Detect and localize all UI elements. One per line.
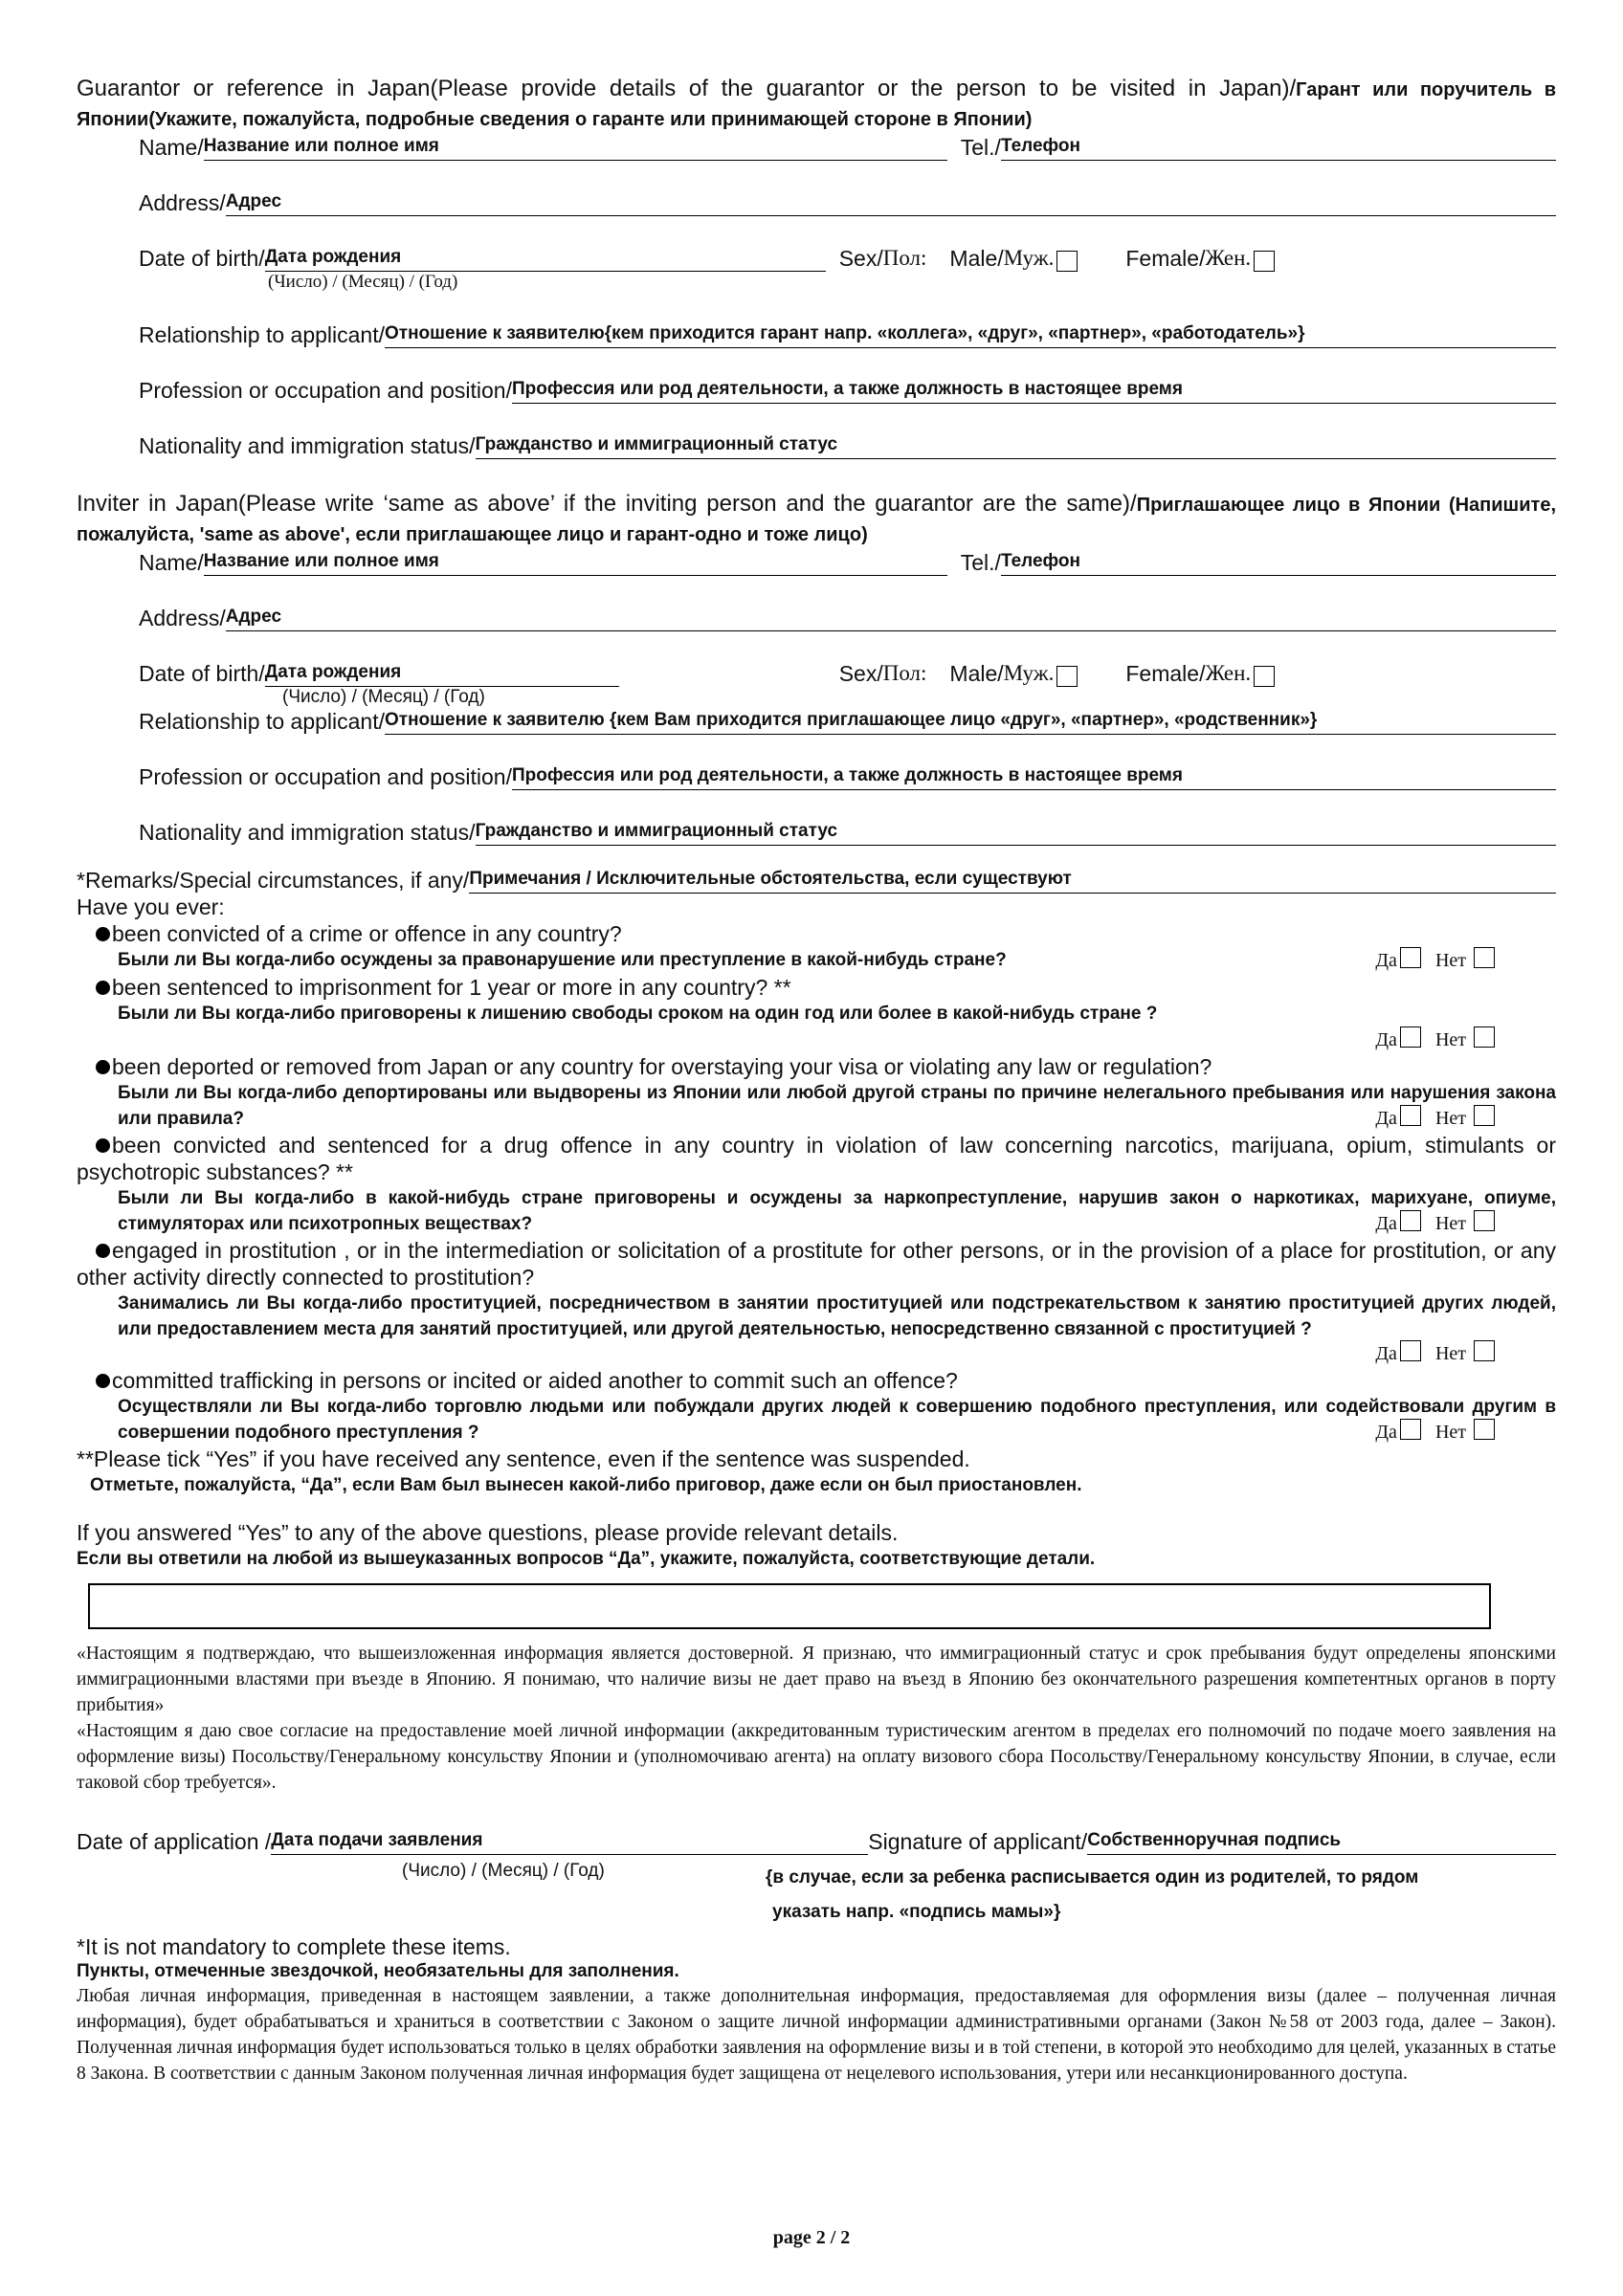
inviter-name-row: Name/ Название или полное имя Tel./ Телефон xyxy=(139,549,1556,576)
q2-no-checkbox[interactable] xyxy=(1474,1027,1495,1048)
signature-row: Date of application / Дата подачи заявления Signature of applicant/ Собственноручная подпись xyxy=(77,1828,1556,1855)
inviter-profession-input[interactable]: Профессия или род деятельности, а также должность в настоящее время xyxy=(512,764,1556,790)
q5-no-checkbox[interactable] xyxy=(1474,1340,1495,1361)
questions-intro: Have you ever: xyxy=(77,894,225,919)
application-form-page xyxy=(77,75,1556,2086)
guarantor-address-input[interactable]: Адрес xyxy=(226,190,1556,216)
inviter-female-checkbox[interactable] xyxy=(1254,666,1275,687)
guarantor-address-row: Address/ Адрес xyxy=(139,189,1556,216)
page-number: page 2 / 2 xyxy=(772,2227,851,2248)
inviter-tel-input[interactable]: Телефон xyxy=(1001,550,1556,576)
inviter-nationality-input[interactable]: Гражданство и иммиграционный статус xyxy=(476,820,1556,846)
q1-no-checkbox[interactable] xyxy=(1474,947,1495,968)
inviter-relationship-row: Relationship to applicant/ Отношение к заявителю {кем Вам приходится приглашающее лицо «друг», «партнер», «родственник»} xyxy=(139,708,1556,735)
mandatory-note-ru: Пункты, отмеченные звездочкой, необязательны для заполнения. xyxy=(77,1961,679,1981)
inviter-nationality-row: Nationality and immigration status/ Гражданство и иммиграционный статус xyxy=(139,819,1556,846)
inviter-heading: Inviter in Japan(Please write ‘same as above’ if the inviting person and the guarantor are the same)/Приглашающее лицо в Японии (Напишите, пожалуйста, 'same as above', если приглашающее лицо и гарант-одно и тоже лицо) xyxy=(77,491,1556,545)
application-date-format: (Число) / (Месяц) / (Год) xyxy=(402,1861,605,1881)
details-prompt-ru: Если вы ответили на любой из вышеуказанных вопросов “Да”, укажите, пожалуйста, соответствующие детали. xyxy=(77,1549,1096,1569)
guarantor-name-input[interactable]: Название или полное имя xyxy=(204,135,947,161)
guarantor-profession-row: Profession or occupation and position/ Профессия или род деятельности, а также должность в настоящее время xyxy=(139,377,1556,404)
q2-yes-checkbox[interactable] xyxy=(1400,1027,1421,1048)
guarantor-female-checkbox[interactable] xyxy=(1254,251,1275,272)
signature-input[interactable]: Собственноручная подпись xyxy=(1087,1829,1556,1855)
guarantor-relationship-row: Relationship to applicant/ Отношение к заявителю{кем приходится гарант напр. «коллега», «друг», «партнер», «работодатель»} xyxy=(139,321,1556,348)
guarantor-dob-format: (Число) / (Месяц) / (Год) xyxy=(268,272,458,292)
question-6: committed trafficking in persons or incited or aided another to commit such an offence? Осуществляли ли Вы когда-либо торговлю людьми или побуждали других людей к совершению подобного преступления, или содействовали другим в совершении подобного преступления ? Да Нет xyxy=(77,1367,1556,1446)
guarantor-male-checkbox[interactable] xyxy=(1056,251,1078,272)
tick-note-ru: Отметьте, пожалуйста, “Да”, если Вам был вынесен какой-либо приговор, даже если он был приостановлен. xyxy=(90,1475,1082,1495)
remarks-row: *Remarks/Special circumstances, if any/ Примечания / Исключительные обстоятельства, если существуют xyxy=(77,867,1556,894)
q5-yes-checkbox[interactable] xyxy=(1400,1340,1421,1361)
q4-no-checkbox[interactable] xyxy=(1474,1210,1495,1231)
question-2: been sentenced to imprisonment for 1 year or more in any country? ** Были ли Вы когда-либо приговорены к лишению свободы сроком на один год или более в какой-нибудь стране ? Да Нет xyxy=(77,974,1556,1053)
q1-yes-checkbox[interactable] xyxy=(1400,947,1421,968)
inviter-address-row: Address/ Адрес xyxy=(139,605,1556,631)
tick-note-en: **Please tick “Yes” if you have received any sentence, even if the sentence was suspended. xyxy=(77,1446,970,1471)
declaration-paragraph-2: «Настоящим я даю свое согласие на предоставление моей личной информации (аккредитованным туристическим агентом в пределах его полномочий по подаче моего заявления на оформление визы) Посольству/Генеральному консульству Японии и (уполномочиваю агента) на оплату визового сбора Посольству/Генеральному консульству Японии, в случае, если таковой сбор требуется». xyxy=(77,1721,1556,1793)
declaration-paragraph-1: «Настоящим я подтверждаю, что вышеизложенная информация является достоверной. Я признаю, что иммиграционный статус и срок пребывания будут определены японскими иммиграционными властями при въезде в Японию. Я понимаю, что наличие визы не дает право на въезд в Японию без окончательного разрешения компетентных органов в порту прибытия» xyxy=(77,1644,1556,1715)
question-1: been convicted of a crime or offence in any country? Были ли Вы когда-либо осуждены за правонарушение или преступление в какой-нибудь стране? Да Нет xyxy=(77,920,1556,974)
q6-no-checkbox[interactable] xyxy=(1474,1419,1495,1440)
guarantor-nationality-input[interactable]: Гражданство и иммиграционный статус xyxy=(476,433,1556,459)
inviter-profession-row: Profession or occupation and position/ Профессия или род деятельности, а также должность в настоящее время xyxy=(139,763,1556,790)
guarantor-heading: Guarantor or reference in Japan(Please provide details of the guarantor or the person to be visited in Japan)/Гарант или поручитель в Японии(Укажите, пожалуйста, подробные сведения о гаранте или принимающей стороне в Японии) xyxy=(77,76,1556,130)
guarantor-dob-input[interactable]: Дата рождения xyxy=(265,246,826,272)
inviter-address-input[interactable]: Адрес xyxy=(226,606,1556,631)
inviter-name-input[interactable]: Название или полное имя xyxy=(204,550,947,576)
question-4: been convicted and sentenced for a drug offence in any country in violation of law concerning narcotics, marijuana, opium, stimulants or psychotropic substances? ** Были ли Вы когда-либо в какой-нибудь стране приговорены и осуждены за наркопреступление, нарушив закон о наркотиках, марихуане, опиуме, стимуляторах или психотропных веществах? Да Нет xyxy=(77,1133,1556,1234)
guarantor-nationality-row: Nationality and immigration status/ Гражданство и иммиграционный статус xyxy=(139,432,1556,459)
inviter-relationship-input[interactable]: Отношение к заявителю {кем Вам приходится приглашающее лицо «друг», «партнер», «родственник»} xyxy=(385,709,1556,735)
mandatory-note-en: *It is not mandatory to complete these items. xyxy=(77,1934,511,1959)
question-5: engaged in prostitution , or in the intermediation or solicitation of a prostitute for other persons, or in the provision of a place for prostitution, or any other activity directly connected to prostitution? Занимались ли Вы когда-либо проституцией, посредничеством в занятии проституцией или подстрекательством к занятию проституцией других людей, или предоставлением места для занятий проституцией, или другой деятельностью, непосредственно связанной с проституцией ? Да Нет xyxy=(77,1238,1556,1364)
details-textbox[interactable] xyxy=(88,1583,1491,1629)
inviter-male-checkbox[interactable] xyxy=(1056,666,1078,687)
guarantor-relationship-input[interactable]: Отношение к заявителю{кем приходится гарант напр. «коллега», «друг», «партнер», «работодатель»} xyxy=(385,322,1556,348)
inviter-dob-input[interactable]: Дата рождения xyxy=(265,661,619,687)
remarks-input[interactable]: Примечания / Исключительные обстоятельства, если существуют xyxy=(469,868,1556,894)
guarantor-tel-input[interactable]: Телефон xyxy=(1001,135,1556,161)
guarantor-dob-row: Date of birth/ Дата рождения Sex/ Пол: Male/ Муж. Female/ Жен. xyxy=(139,245,1556,272)
guarantor-name-row: Name/ Название или полное имя Tel./ Телефон xyxy=(139,134,1556,161)
details-prompt-en: If you answered “Yes” to any of the above questions, please provide relevant details. xyxy=(77,1520,899,1545)
inviter-dob-format: (Число) / (Месяц) / (Год) xyxy=(282,687,485,707)
q3-yes-checkbox[interactable] xyxy=(1400,1105,1421,1126)
application-date-input[interactable]: Дата подачи заявления xyxy=(271,1829,868,1855)
guarantor-profession-input[interactable]: Профессия или род деятельности, а также должность в настоящее время xyxy=(512,378,1556,404)
signature-note-line2: указать напр. «подпись мамы»} xyxy=(772,1902,1061,1922)
q4-yes-checkbox[interactable] xyxy=(1400,1210,1421,1231)
q6-yes-checkbox[interactable] xyxy=(1400,1419,1421,1440)
signature-note-line1: {в случае, если за ребенка расписывается один из родителей, то рядом xyxy=(766,1867,1419,1888)
question-3: been deported or removed from Japan or any country for overstaying your visa or violating any law or regulation? Были ли Вы когда-либо депортированы или выдворены из Японии или любой другой страны по причине нелегального пребывания или нарушения закона или правила? Да Нет xyxy=(77,1053,1556,1132)
q3-no-checkbox[interactable] xyxy=(1474,1105,1495,1126)
inviter-dob-row: Date of birth/ Дата рождения Sex/ Пол: Male/ Муж. Female/ Жен. xyxy=(139,660,1556,687)
privacy-notice: Любая личная информация, приведенная в настоящем заявлении, а также дополнительная информация, предоставляемая для оформления визы (далее – полученная личная информация), будет обрабатываться и храниться в соответствии с Законом о защите личной информации административными органами (Закон №58 от 2003 года, далее – Закон). Полученная личная информация будет использоваться только в целях обработки заявления на оформление визы и в той степени, в которой это необходимо для целей, указанных в статье 8 Закона. В соответствии с данным Законом полученная личная информация будет защищена от нецелевого использования, утери или несанкционированного доступа. xyxy=(77,1986,1556,2084)
